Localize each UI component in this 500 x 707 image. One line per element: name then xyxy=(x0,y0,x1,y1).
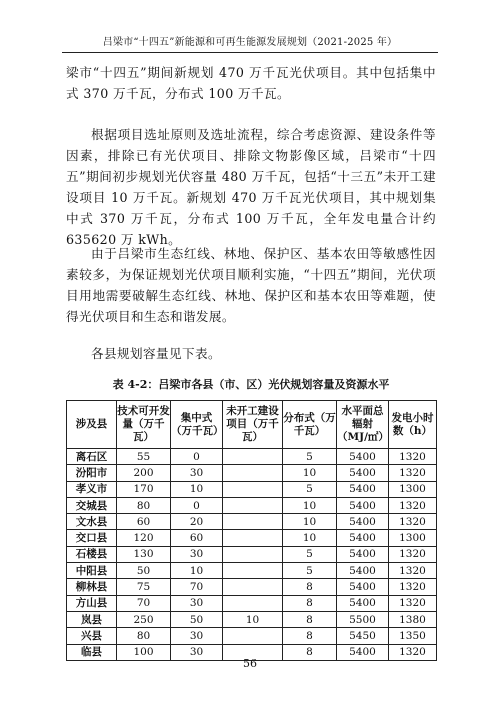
table-cell: 5 xyxy=(283,481,337,497)
table-cell: 1320 xyxy=(389,563,437,579)
table-cell xyxy=(223,497,283,513)
table-row xyxy=(67,611,437,627)
table-cell: 170 xyxy=(117,481,171,497)
table-cell: 1320 xyxy=(389,497,437,513)
table-cell: 200 xyxy=(117,465,171,481)
table-cell: 8 xyxy=(283,595,337,611)
table-cell: 8 xyxy=(283,628,337,644)
table-cell: 5400 xyxy=(337,644,389,660)
table-cell: 20 xyxy=(171,514,223,530)
table-cell xyxy=(223,579,283,595)
table-cell: 1380 xyxy=(389,611,437,627)
table-cell: 5400 xyxy=(337,481,389,497)
col-header-distributed: 分布式（万千瓦） xyxy=(283,401,337,449)
table-cell xyxy=(223,563,283,579)
table-cell: 5400 xyxy=(337,595,389,611)
table-cell xyxy=(223,514,283,530)
table-cell: 5400 xyxy=(337,530,389,546)
table-cell: 30 xyxy=(171,465,223,481)
col-header-centralized: 集中式（万千瓦） xyxy=(171,401,223,449)
table-cell: 130 xyxy=(117,546,171,562)
county-name-cell: 交口县 xyxy=(67,530,117,546)
capacity-table xyxy=(66,400,437,661)
county-name-cell: 中阳县 xyxy=(67,563,117,579)
table-cell: 30 xyxy=(171,644,223,660)
table-cell: 10 xyxy=(223,611,283,627)
table-cell: 5 xyxy=(283,449,337,465)
paragraph-3: 由于吕梁市生态红线、林地、保护区、基本农田等敏感性因素较多，为保证规划光伏项目顺利实施，“十四五”期间，光伏项目用地需要破解生态红线、林地、保护区和基本农田等难题，使得光伏项目和生态和谐发展。 xyxy=(66,246,436,324)
table-row xyxy=(67,497,437,513)
table-cell: 10 xyxy=(283,465,337,481)
table-cell xyxy=(223,530,283,546)
paragraph-1: 梁市“十四五”期间新规划 470 万千瓦光伏项目。其中包括集中式 370 万千瓦，分布式 100 万千瓦。 xyxy=(66,65,436,101)
col-header-technical-capacity: 技术可开发量（万千瓦） xyxy=(117,401,171,449)
table-row xyxy=(67,595,437,611)
table-cell: 1300 xyxy=(389,481,437,497)
table-cell: 75 xyxy=(117,579,171,595)
table-cell: 5400 xyxy=(337,465,389,481)
county-name-cell: 汾阳市 xyxy=(67,465,117,481)
table-cell xyxy=(223,595,283,611)
county-name-cell: 孝义市 xyxy=(67,481,117,497)
table-cell: 70 xyxy=(171,579,223,595)
paragraph-4: 各县规划容量见下表。 xyxy=(91,346,221,361)
table-cell: 30 xyxy=(171,546,223,562)
table-cell xyxy=(223,628,283,644)
col-header-county: 涉及县 xyxy=(67,401,117,449)
table-cell: 10 xyxy=(171,563,223,579)
table-row xyxy=(67,628,437,644)
table-caption: 表 4-2：吕梁市各县（市、区）光伏规划容量及资源水平 xyxy=(112,378,390,391)
table-cell: 1320 xyxy=(389,465,437,481)
table-cell: 120 xyxy=(117,530,171,546)
table-cell: 0 xyxy=(171,449,223,465)
table-row xyxy=(67,514,437,530)
table-cell xyxy=(223,449,283,465)
table-cell: 8 xyxy=(283,579,337,595)
table-cell: 1320 xyxy=(389,595,437,611)
table-row xyxy=(67,546,437,562)
table-row xyxy=(67,481,437,497)
table-cell: 5400 xyxy=(337,546,389,562)
table-cell: 80 xyxy=(117,497,171,513)
county-name-cell: 文水县 xyxy=(67,514,117,530)
page-header: 吕梁市“十四五”新能源和可再生能源发展规划（2021-2025 年） xyxy=(62,36,438,53)
table-row xyxy=(67,563,437,579)
table-cell: 55 xyxy=(117,449,171,465)
table-cell: 8 xyxy=(283,644,337,660)
table-cell: 1320 xyxy=(389,644,437,660)
table-cell: 10 xyxy=(283,514,337,530)
table-cell xyxy=(223,465,283,481)
table-cell: 1320 xyxy=(389,579,437,595)
table-cell: 10 xyxy=(283,530,337,546)
table-cell: 10 xyxy=(283,497,337,513)
county-name-cell: 兴县 xyxy=(67,628,117,644)
table-cell: 60 xyxy=(171,530,223,546)
table-cell: 250 xyxy=(117,611,171,627)
table-cell xyxy=(223,546,283,562)
table-row xyxy=(67,530,437,546)
table-row xyxy=(67,449,437,465)
county-name-cell: 离石区 xyxy=(67,449,117,465)
table-cell: 5400 xyxy=(337,514,389,530)
table-cell: 60 xyxy=(117,514,171,530)
table-row xyxy=(67,465,437,481)
table-cell: 1320 xyxy=(389,546,437,562)
col-header-unstarted-projects: 未开工建设项目（万千瓦） xyxy=(223,401,283,449)
col-header-generation-hours: 发电小时数（h） xyxy=(389,401,437,449)
table-cell: 100 xyxy=(117,644,171,660)
table-cell: 30 xyxy=(171,628,223,644)
table-cell: 70 xyxy=(117,595,171,611)
table-cell: 1320 xyxy=(389,449,437,465)
table-cell xyxy=(223,481,283,497)
table-header-row xyxy=(67,401,437,449)
table-cell: 8 xyxy=(283,611,337,627)
table-cell: 5 xyxy=(283,563,337,579)
table-row xyxy=(67,579,437,595)
table-cell: 0 xyxy=(171,497,223,513)
table-cell: 5500 xyxy=(337,611,389,627)
county-name-cell: 岚县 xyxy=(67,611,117,627)
county-name-cell: 临县 xyxy=(67,644,117,660)
county-name-cell: 交城县 xyxy=(67,497,117,513)
table-cell: 1300 xyxy=(389,530,437,546)
table-cell: 5400 xyxy=(337,497,389,513)
table-cell: 5 xyxy=(283,546,337,562)
page-number: 56 xyxy=(243,657,257,670)
table-cell: 5400 xyxy=(337,563,389,579)
col-header-irradiation: 水平面总辐射（MJ/㎡） xyxy=(337,401,389,449)
paragraph-2: 根据项目选址原则及选址流程，综合考虑资源、建设条件等因素，排除已有光伏项目、排除文物影像区域，吕梁市“十四五”期间初步规划光伏容量 480 万千瓦，包括“十三五”未开工建设项目 10 万千瓦。新规划 470 万千瓦光伏项目，其中规划集中式 370 万千瓦，分布式 100 万千瓦，全年发电量合计约 635620 万 kWh。 xyxy=(66,127,436,247)
table-cell: 30 xyxy=(171,595,223,611)
county-name-cell: 方山县 xyxy=(67,595,117,611)
table-cell: 1320 xyxy=(389,514,437,530)
table-cell: 50 xyxy=(117,563,171,579)
table-cell: 80 xyxy=(117,628,171,644)
table-cell: 50 xyxy=(171,611,223,627)
table-cell: 10 xyxy=(171,481,223,497)
table-cell: 5400 xyxy=(337,579,389,595)
table-cell: 5400 xyxy=(337,449,389,465)
table-cell: 1350 xyxy=(389,628,437,644)
table-cell: 5450 xyxy=(337,628,389,644)
county-name-cell: 石楼县 xyxy=(67,546,117,562)
county-name-cell: 柳林县 xyxy=(67,579,117,595)
